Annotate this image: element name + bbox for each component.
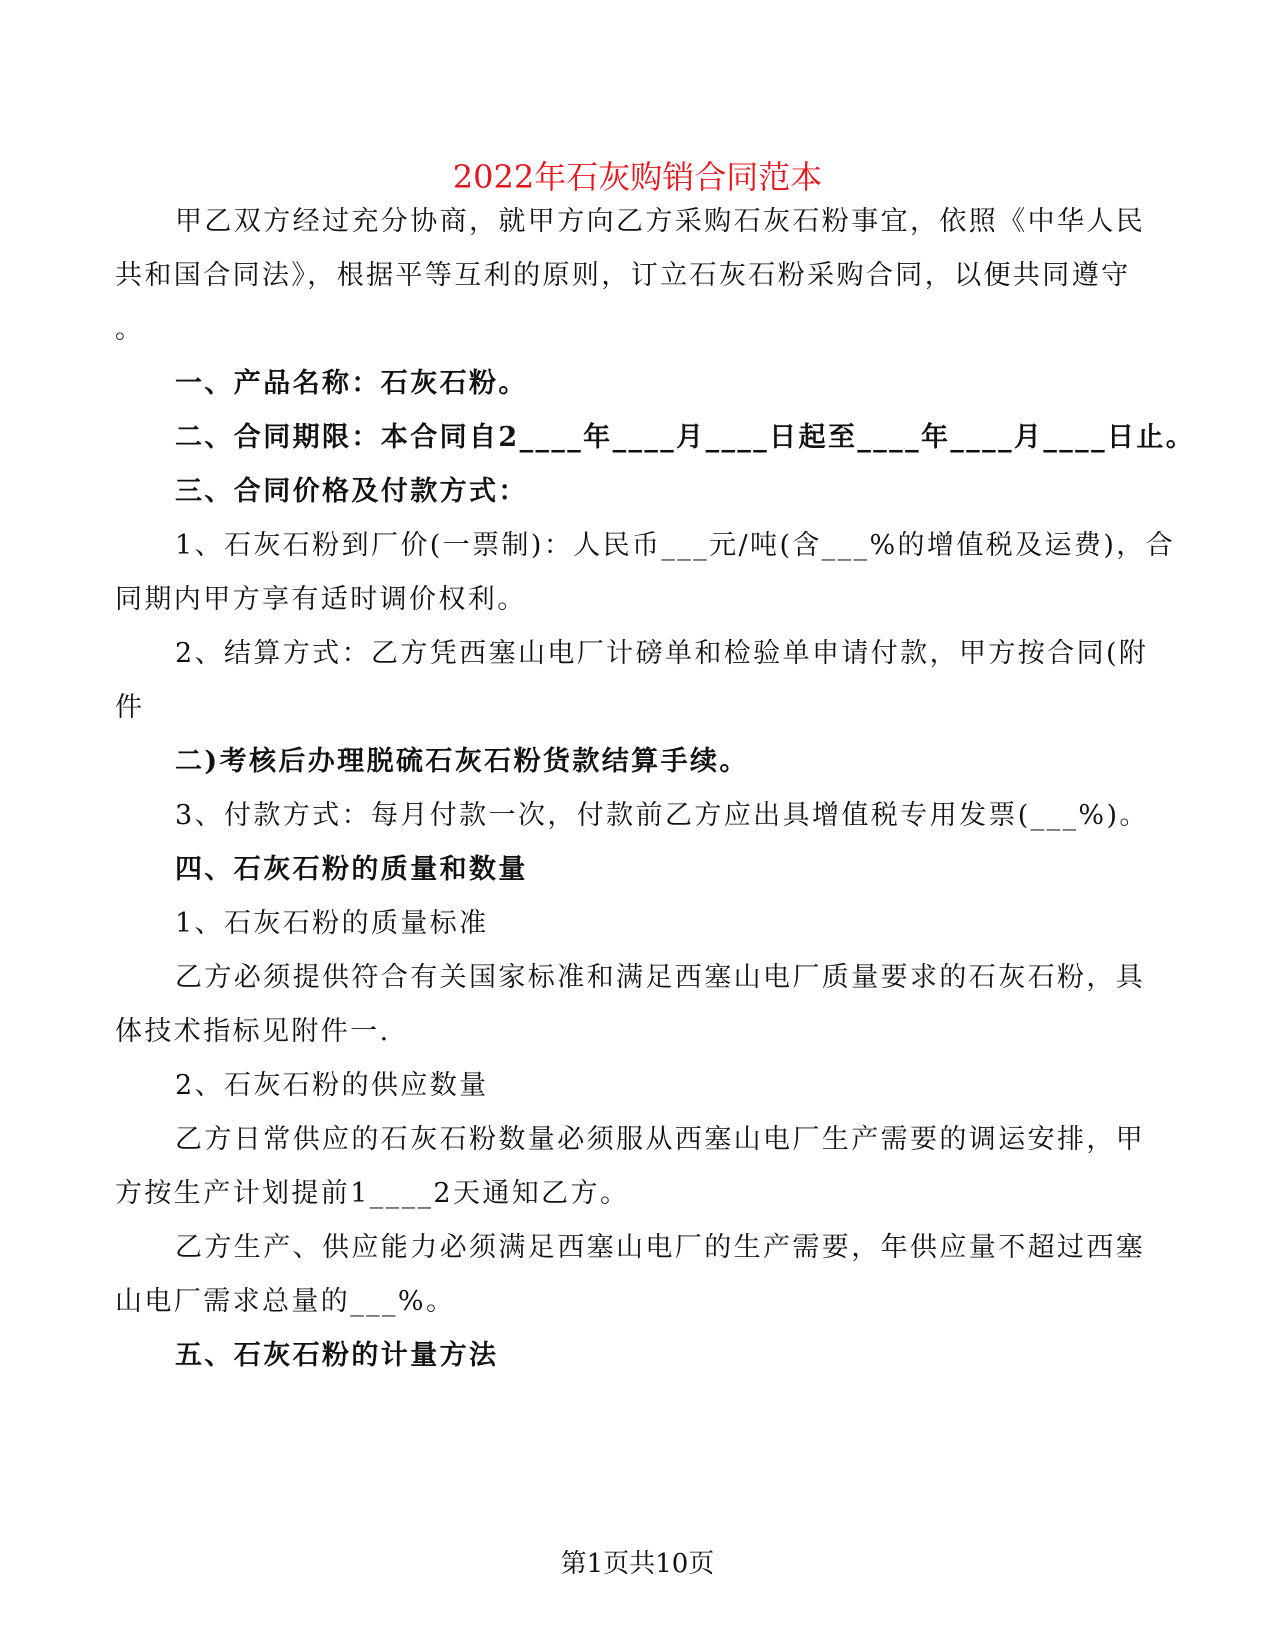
page-number: 第1页共10页 [560, 1549, 715, 1579]
clause-3-2-line-3: 二)考核后办理脱硫石灰石粉货款结算手续。 [175, 746, 749, 777]
clause-4-1-line-1: 乙方必须提供符合有关国家标准和满足西塞山电厂质量要求的石灰石粉，具 [175, 962, 1146, 993]
subsection-4-2-heading: 2、石灰石粉的供应数量 [175, 1070, 489, 1101]
clause-3-1-line-2: 同期内甲方享有适时调价权利。 [115, 584, 527, 615]
section-1-heading: 一、产品名称：石灰石粉。 [175, 368, 528, 399]
clause-3-2-line-2: 件 [115, 692, 145, 723]
section-3-heading: 三、合同价格及付款方式： [175, 476, 528, 507]
intro-line-1: 甲乙双方经过充分协商，就甲方向乙方采购石灰石粉事宜，依照《中华人民 [175, 206, 1146, 237]
intro-line-2: 共和国合同法》，根据平等互利的原则，订立石灰石粉采购合同，以便共同遵守 [115, 260, 1131, 291]
clause-3-3: 3、付款方式：每月付款一次，付款前乙方应出具增值税专用发票(___%)。 [175, 800, 1149, 831]
clause-4-2-line-3: 乙方生产、供应能力必须满足西塞山电厂的生产需要，年供应量不超过西塞 [175, 1232, 1146, 1263]
clause-4-2-line-1: 乙方日常供应的石灰石粉数量必须服从西塞山电厂生产需要的调运安排，甲 [175, 1124, 1146, 1155]
clause-4-2-line-2: 方按生产计划提前1____2天通知乙方。 [115, 1178, 630, 1209]
document-title: 2022年石灰购销合同范本 [452, 158, 823, 196]
intro-line-3: 。 [115, 314, 145, 345]
clause-4-2-line-4: 山电厂需求总量的___%。 [115, 1286, 456, 1317]
clause-3-1-line-1: 1、石灰石粉到厂价(一票制)：人民币___元/吨(含___%的增值税及运费)，合 [175, 530, 1176, 561]
clause-4-1-line-2: 体技术指标见附件一. [115, 1016, 391, 1047]
section-2-heading: 二、合同期限：本合同自2____年____月____日起至____年____月____日止。 [175, 422, 1196, 453]
section-5-heading: 五、石灰石粉的计量方法 [175, 1340, 499, 1371]
section-4-heading: 四、石灰石粉的质量和数量 [175, 854, 528, 885]
clause-3-2-line-1: 2、结算方式：乙方凭西塞山电厂计磅单和检验单申请付款，甲方按合同(附 [175, 638, 1149, 669]
subsection-4-1-heading: 1、石灰石粉的质量标准 [175, 908, 489, 939]
